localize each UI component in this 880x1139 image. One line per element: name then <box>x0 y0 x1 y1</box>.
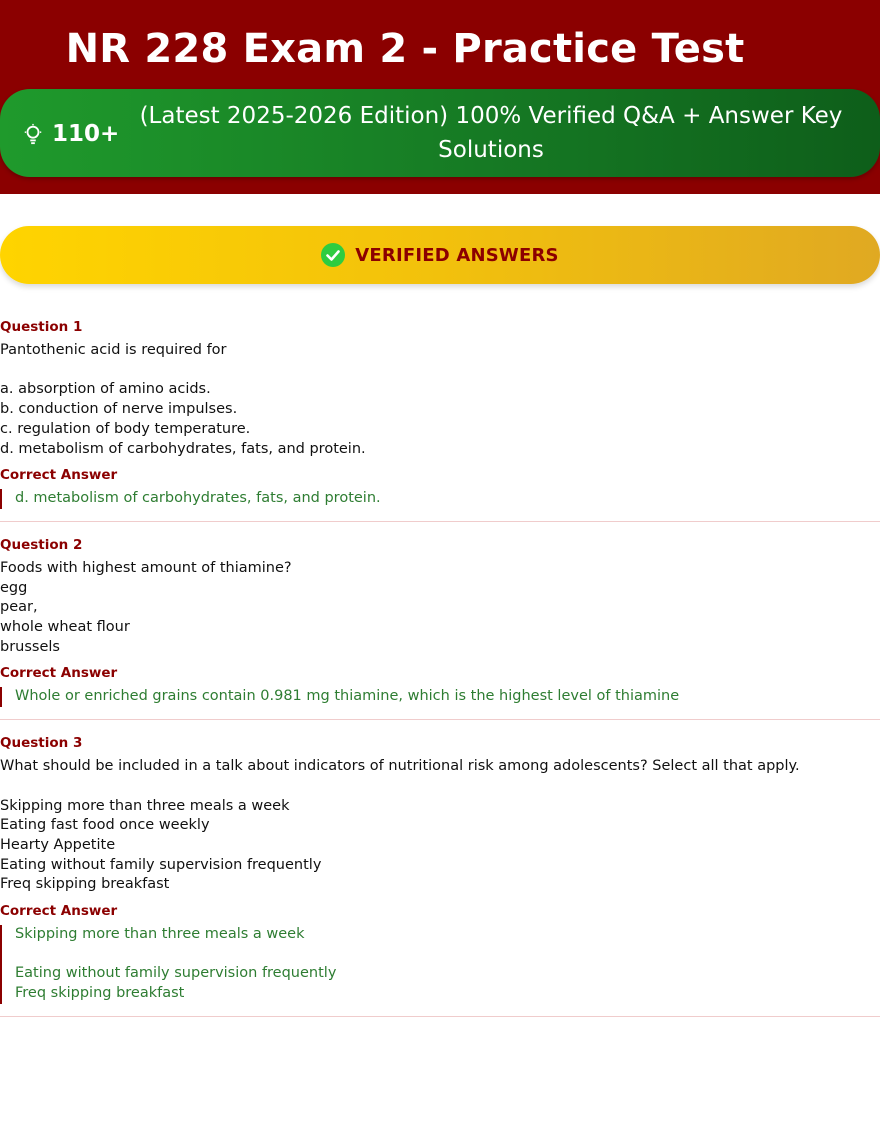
subtitle: (Latest 2025-2026 Edition) 100% Verified Q&A + Answer Key Solutions <box>139 103 843 163</box>
question-text: Foods with highest amount of thiamine? egg pear, whole wheat flour brussels <box>0 559 292 655</box>
header <box>0 0 880 194</box>
question-count <box>22 119 119 149</box>
question-item <box>0 318 880 522</box>
question-number: Question 1 <box>0 319 83 335</box>
page-title: NR 228 Exam 2 - Practice Test <box>65 26 745 72</box>
answer-text: Skipping more than three meals a week Eating without family supervision frequently Freq skipping breakfast <box>0 925 880 1004</box>
question-number: Question 2 <box>0 536 83 553</box>
answer-label: Correct Answer <box>0 467 118 484</box>
answer-label: Correct Answer <box>0 665 118 682</box>
verified-answers-banner <box>0 226 880 284</box>
info-banner <box>0 89 880 177</box>
verified-label: VERIFIED ANSWERS <box>355 244 559 266</box>
question-text: What should be included in a talk about indicators of nutritional risk among adolescents? Select all that apply. Skipping more than three meals a week Eating fast food once weekly Hearty Appetite Eating without family supervision frequently Freq skipping breakfast <box>0 758 800 893</box>
question-list <box>0 310 880 1031</box>
count-text: 110+ <box>52 121 120 147</box>
question-number: Question 3 <box>0 735 83 752</box>
answer-label: Correct Answer <box>0 903 118 920</box>
question-text: Pantothenic acid is required for a. absorption of amino acids. b. conduction of nerve impulses. c. regulation of body temperature. d. metabolism of carbohydrates, fats, and protein. <box>0 342 366 457</box>
answer-text: d. metabolism of carbohydrates, fats, and protein. <box>0 489 880 509</box>
lightbulb-icon <box>22 123 44 145</box>
answer-text: Whole or enriched grains contain 0.981 mg thiamine, which is the highest level of thiamine <box>0 687 880 707</box>
question-item <box>0 734 880 1017</box>
question-item <box>0 536 880 720</box>
check-circle-icon <box>321 243 345 267</box>
